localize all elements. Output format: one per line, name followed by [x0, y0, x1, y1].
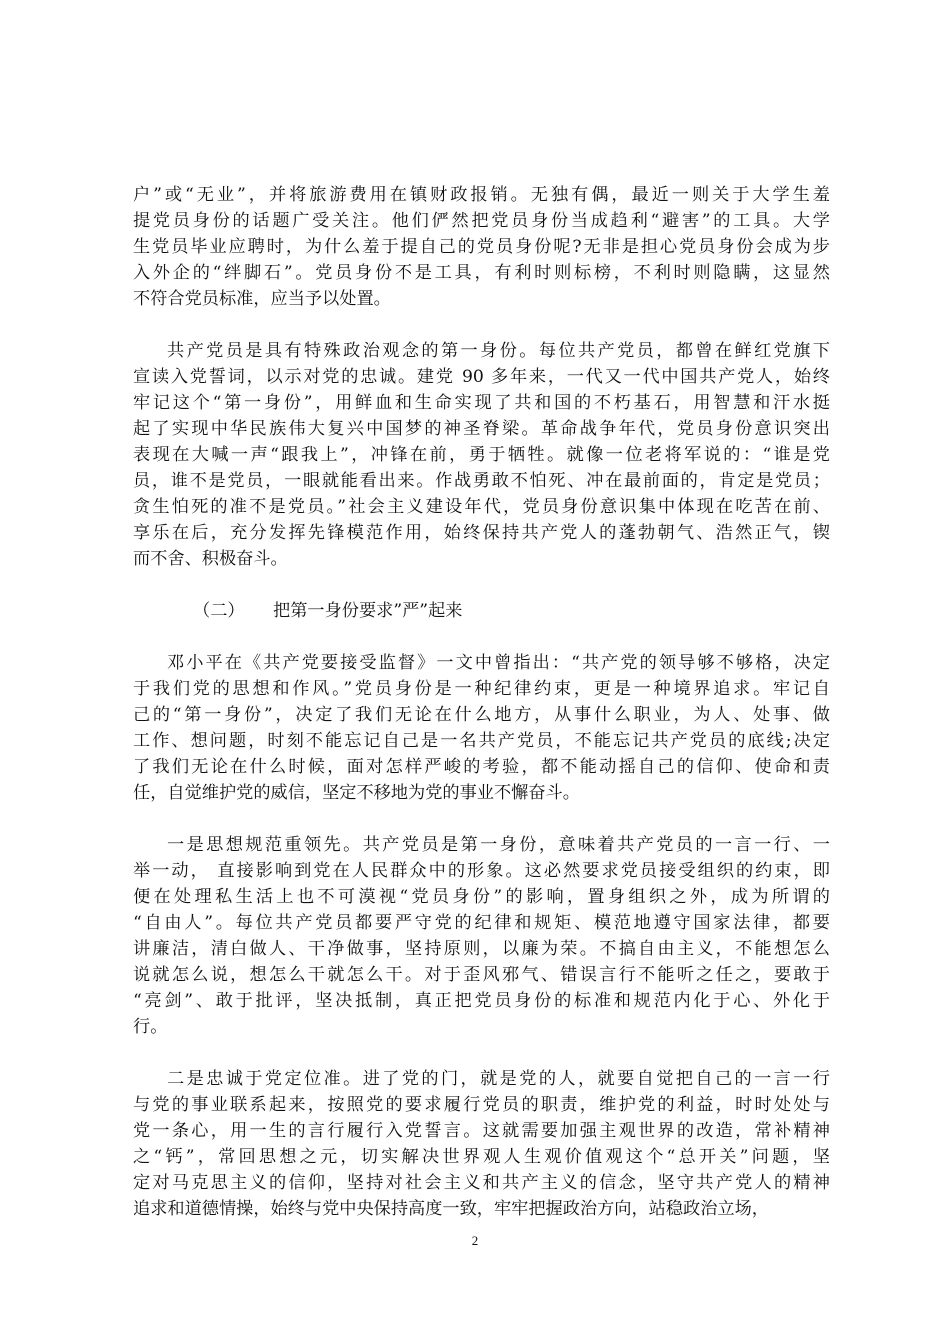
text-line: 不符合党员标准，应当予以处置。 [133, 289, 391, 309]
text-line: 入外企的“绊脚石”。党员身份不是工具，有利时则标榜，不利时则隐瞒，这显然 [133, 263, 830, 283]
text-line: 一是思想规范重领先。共产党员是第一身份，意味着共产党员的一言一行、一 [167, 835, 830, 855]
paragraph [133, 650, 830, 806]
text-line: 了我们无论在什么时候，面对怎样严峻的考验，都不能动摇自己的信仰、使命和责 [133, 757, 830, 777]
text-line: 便在处理私生活上也不可漠视“党员身份”的影响，置身组织之外，成为所谓的 [133, 887, 830, 907]
paragraph [133, 338, 830, 572]
text-line: 举一动， 直接影响到党在人民群众中的形象。这必然要求党员接受组织的约束，即 [133, 861, 830, 881]
text-line: 于我们党的思想和作风。”党员身份是一种纪律约束，更是一种境界追求。牢记自 [133, 679, 830, 699]
text-line: 之“钙”，常回思想之元，切实解决世界观人生观价值观这个“总开关”问题，坚 [133, 1147, 830, 1167]
text-line: 员，谁不是党员，一眼就能看出来。作战勇敢不怕死、冲在最前面的，肯定是党员； [133, 471, 830, 491]
body-text [133, 182, 830, 1248]
paragraph [133, 182, 830, 312]
text-line: 党一条心，用一生的言行履行入党誓言。这就需要加强主观世界的改造，常补精神 [133, 1121, 830, 1141]
text-line: 户”或“无业”，并将旅游费用在镇财政报销。无独有偶，最近一则关于大学生羞 [133, 185, 830, 205]
text-line: 共产党员是具有特殊政治观念的第一身份。每位共产党员，都曾在鲜红党旗下 [167, 341, 830, 361]
text-line: “自由人”。每位共产党员都要严守党的纪律和规矩、模范地遵守国家法律，都要 [133, 913, 830, 933]
paragraph [133, 832, 830, 1040]
text-line: 说就怎么说，想怎么干就怎么干。对于歪风邪气、错误言行不能听之任之，要敢于 [133, 965, 830, 985]
text-line: “亮剑”、敢于批评，坚决抵制，真正把党员身份的标准和规范内化于心、外化于 [133, 991, 830, 1011]
text-line: 任，自觉维护党的威信，坚定不移地为党的事业不懈奋斗。 [133, 783, 580, 803]
text-line: 享乐在后，充分发挥先锋模范作用，始终保持共产党人的蓬勃朝气、浩然正气，锲 [133, 523, 830, 543]
text-line: 提党员身份的话题广受关注。他们俨然把党员身份当成趋利“避害”的工具。大学 [133, 211, 830, 231]
text-line: 追求和道德情操，始终与党中央保持高度一致，牢牢把握政治方向，站稳政治立场， [133, 1199, 769, 1219]
text-line: 牢记这个“第一身份”，用鲜血和生命实现了共和国的不朽基石，用智慧和汗水挺 [133, 393, 830, 413]
text-line: 邓小平在《共产党要接受监督》一文中曾指出：“共产党的领导够不够格，决定 [167, 653, 830, 673]
text-line: 起了实现中华民族伟大复兴中国梦的神圣脊梁。革命战争年代，党员身份意识突出 [133, 419, 830, 439]
text-line: 而不舍、积极奋斗。 [133, 549, 288, 569]
text-line: 行。 [133, 1017, 168, 1037]
paragraph [133, 1066, 830, 1222]
text-line: 与党的事业联系起来，按照党的要求履行党员的职责，维护党的利益，时时处处与 [133, 1095, 830, 1115]
heading-title: 把第一身份要求”严”起来 [273, 601, 463, 621]
text-line: 贪生怕死的准不是党员。”社会主义建设年代，党员身份意识集中体现在吃苦在前、 [133, 497, 830, 517]
text-line: 己的“第一身份”，决定了我们无论在什么地方，从事什么职业，为人、处事、做 [133, 705, 830, 725]
section-heading [133, 598, 830, 624]
section-after-heading [133, 650, 830, 1222]
section-before-heading [133, 182, 830, 572]
text-line: 工作、想问题，时刻不能忘记自己是一名共产党员，不能忘记共产党员的底线;决定 [133, 731, 830, 751]
text-line: 生党员毕业应聘时，为什么羞于提自己的党员身份呢?无非是担心党员身份会成为步 [133, 237, 830, 257]
text-line: 宣读入党誓词，以示对党的忠诚。建党 90 多年来，一代又一代中国共产党人，始终 [133, 367, 830, 387]
text-line: 表现在大喊一声“跟我上”，冲锋在前，勇于牺牲。就像一位老将军说的：“谁是党 [133, 445, 830, 465]
text-line: 定对马克思主义的信仰，坚持对社会主义和共产主义的信念，坚守共产党人的精神 [133, 1173, 830, 1193]
page-number: 2 [471, 1233, 479, 1248]
text-line: 讲廉洁，清白做人、干净做事，坚持原则，以廉为荣。不搞自由主义，不能想怎么 [133, 939, 830, 959]
heading-number: （二） [193, 601, 245, 621]
text-line: 二是忠诚于党定位准。进了党的门，就是党的人，就要自觉把自己的一言一行 [167, 1069, 830, 1089]
